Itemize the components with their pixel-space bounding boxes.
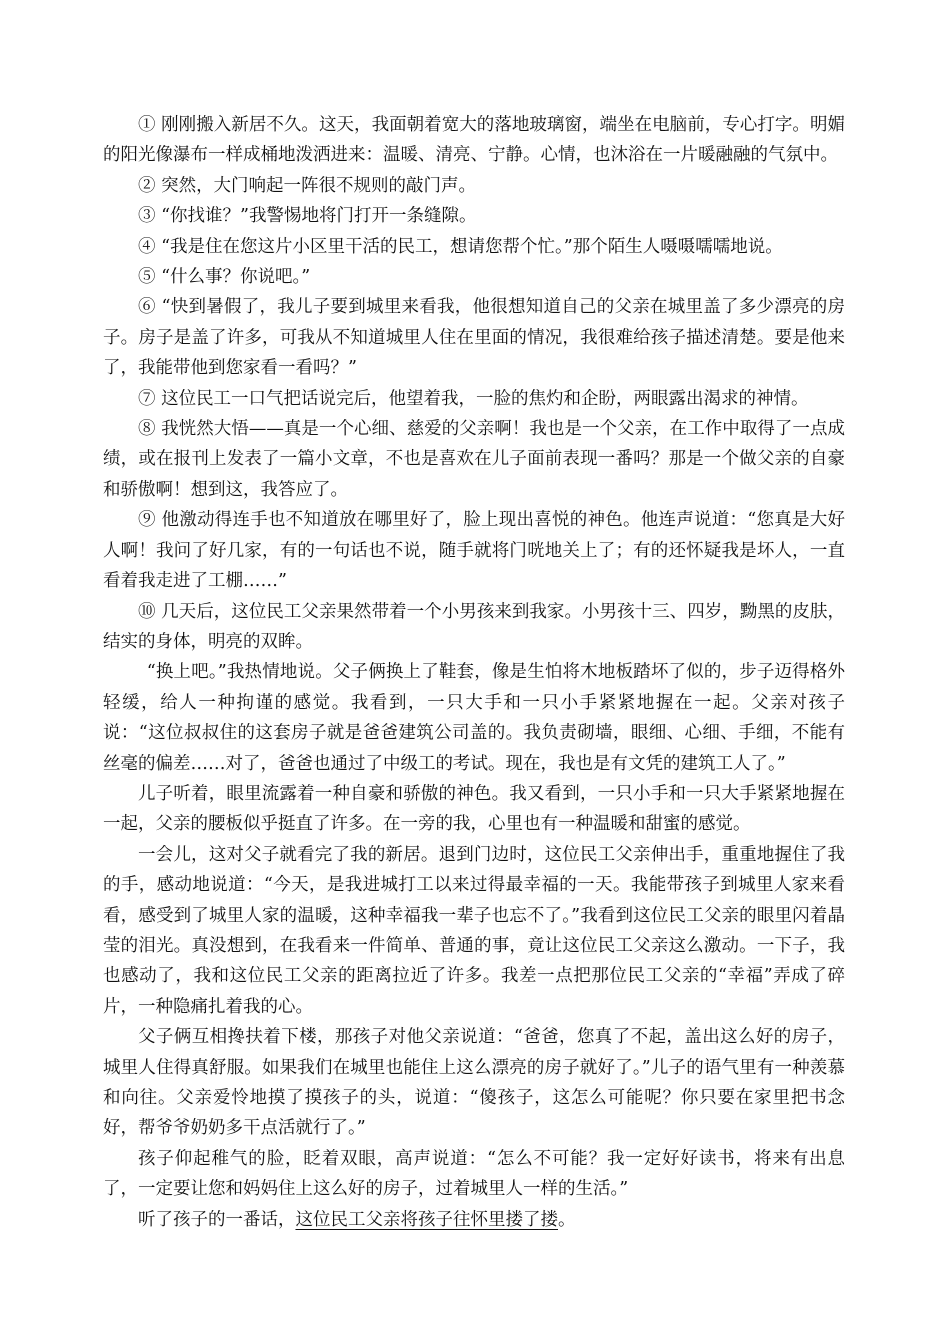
- paragraph-8: ⑧ 我恍然大悟——真是一个心细、慈爱的父亲啊！我也是一个父亲，在工作中取得了一点成绩，或在报刊上发表了一篇小文章，不也是喜欢在儿子面前表现一番吗？那是一个做父亲的自豪和骄傲啊！想到这，我答应了。: [103, 419, 845, 500]
- paragraph-3: ③ “你找谁？”我警惕地将门打开一条缝隙。: [138, 206, 477, 227]
- paragraph-9: ⑨ 他激动得连手也不知道放在哪里好了，脸上现出喜悦的神色。他连声说道：“您真是大好人啊！我问了好几家，有的一句话也不说，随手就将门咣地关上了；有的还怀疑我是坏人，一直看着我走进了工棚……”: [103, 510, 845, 592]
- paragraph-7: ⑦ 这位民工一口气把话说完后，他望着我，一脸的焦灼和企盼，两眼露出渴求的神情。: [138, 388, 809, 409]
- paragraph-13: 一会儿，这对父子就看完了我的新居。退到门边时，这位民工父亲伸出手，重重地握住了我的手，感动地说道：“今天，是我进城打工以来过得最幸福的一天。我能带孩子到城里人家来看看，感受到了城里人家的温暖，这种幸福我一辈子也忘不了。”我看到这位民工父亲的眼里闪着晶莹的泪光。真没想到，在我看来一件简单、普通的事，竟让这位民工父亲这么激动。一下子，我也感动了，我和这位民工父亲的距离拉近了许多。我差一点把那位民工父亲的“幸福”弄成了碎片，一种隐痛扎着我的心。: [103, 844, 845, 1017]
- paragraph-14: 父子俩互相搀扶着下楼，那孩子对他父亲说道：“爸爸，您真了不起，盖出这么好的房子，城里人住得真舒服。如果我们在城里也能住上这么漂亮的房子就好了。”儿子的语气里有一种羡慕和向往。父亲爱怜地摸了摸孩子的头，说道：“傻孩子，这怎么可能呢？你只要在家里把书念好，帮爷爷奶奶多干点活就行了。”: [103, 1027, 845, 1139]
- paragraph-15: 孩子仰起稚气的脸，眨着双眼，高声说道：“怎么不可能？我一定好好读书，将来有出息了，一定要让您和妈妈住上这么好的房子，过着城里人一样的生活。”: [103, 1148, 845, 1200]
- document-body: [103, 110, 845, 1235]
- paragraph-12: 儿子听着，眼里流露着一种自豪和骄傲的神色。我又看到，一只小手和一只大手紧紧地握在一起，父亲的腰板似乎挺直了许多。在一旁的我，心里也有一种温暖和甜蜜的感觉。: [103, 783, 845, 835]
- underlined-sentence: 这位民工父亲将孩子往怀里搂了搂: [295, 1209, 558, 1230]
- final-prefix: 听了孩子的一番话，: [138, 1209, 296, 1230]
- paragraph-11: “换上吧。”我热情地说。父子俩换上了鞋套，像是生怕将木地板踏坏了似的，步子迈得格外轻缓，给人一种拘谨的感觉。我看到，一只大手和一只小手紧紧地握在一起。父亲对孩子说：“这位叔叔住的这套房子就是爸爸建筑公司盖的。我负责砌墙，眼细、心细、手细，不能有丝毫的偏差……对了，爸爸也通过了中级工的考试。现在，我也是有文凭的建筑工人了。”: [103, 662, 845, 774]
- final-suffix: 。: [558, 1209, 576, 1230]
- paragraph-1: ① 刚刚搬入新居不久。这天，我面朝着宽大的落地玻璃窗，端坐在电脑前，专心打字。明媚的阳光像瀑布一样成桶地泼洒进来：温暖、清亮、宁静。心情，也沐浴在一片暖融融的气氛中。: [103, 115, 845, 166]
- paragraph-16-final: [103, 1205, 845, 1235]
- paragraph-10: ⑩ 几天后，这位民工父亲果然带着一个小男孩来到我家。小男孩十三、四岁，黝黑的皮肤，结实的身体，明亮的双眸。: [103, 601, 845, 652]
- paragraph-6: ⑥ “快到暑假了，我儿子要到城里来看我，他很想知道自己的父亲在城里盖了多少漂亮的房子。房子是盖了许多，可我从不知道城里人住在里面的情况，我很难给孩子描述清楚。要是他来了，我能带他到您家看一看吗？”: [103, 297, 845, 379]
- paragraph-2: ② 突然，大门响起一阵很不规则的敲门声。: [138, 175, 477, 196]
- paragraph-4: ④ “我是住在您这片小区里干活的民工，想请您帮个忙。”那个陌生人嗫嗫嚅嚅地说。: [138, 236, 783, 257]
- paragraph-5: ⑤ “什么事？你说吧。”: [138, 267, 311, 288]
